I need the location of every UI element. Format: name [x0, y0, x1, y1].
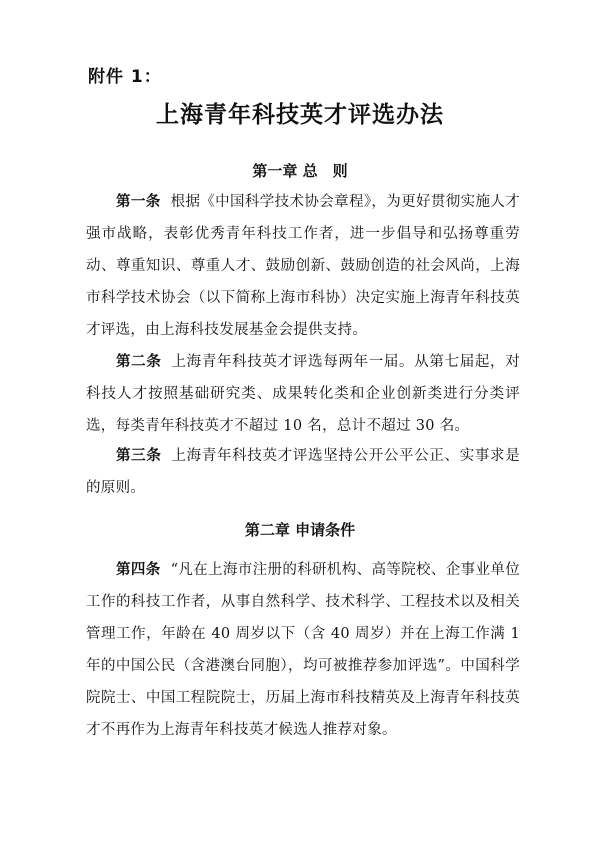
document-title: 上海青年科技英才评选办法 [156, 101, 444, 128]
article-3-label: 第三条 [116, 448, 162, 464]
article-2-text: 上海青年科技英才评选每两年一届。从第七届起，对科技人才按照基础研究类、成果转化类和企业创新类进行分类评选，每类青年科技英才不超过 10 名，总计不超过 30 名。 [86, 354, 520, 434]
article-1-text: 根据《中国科学技术协会章程》，为更好贯彻实施人才强市战略，表彰优秀青年科技工作者，进一步倡导和弘扬尊重劳动、尊重知识、尊重人才、鼓励创新、鼓励创造的社会风尚，上海市科学技术协会（以下简称上海市科协）决定实施上海青年科技英才评选，由上海科技发展基金会提供支持。 [86, 194, 520, 338]
article-2-label: 第二条 [116, 354, 162, 370]
article-4-text: “凡在上海市注册的科研机构、高等院校、企事业单位工作的科技工作者，从事自然科学、技术科学、工程技术以及相关管理工作，年龄在 40 周岁以下（含 40 周岁）并在上海工作满 1 年的中国公民（含港澳台同胞），均可被推荐参加评选”。中国科学院院士、中国工程院院士，历届上海市科技精英及上海青年科技英才不再作为上海青年科技英才候选人推荐对象。 [86, 562, 520, 738]
article-4-label: 第四条 [116, 562, 161, 578]
article-1 [86, 186, 520, 346]
article-1-label: 第一条 [116, 194, 161, 210]
article-3 [86, 440, 520, 504]
article-4 [86, 554, 520, 746]
article-2 [86, 346, 520, 442]
chapter-2-heading: 第二章 申请条件 [244, 521, 356, 539]
chapter-1-heading: 第一章 总 则 [252, 162, 348, 180]
attachment-label: 附件 1： [88, 67, 162, 87]
article-3-text: 上海青年科技英才评选坚持公开公平公正、实事求是的原则。 [86, 448, 520, 496]
